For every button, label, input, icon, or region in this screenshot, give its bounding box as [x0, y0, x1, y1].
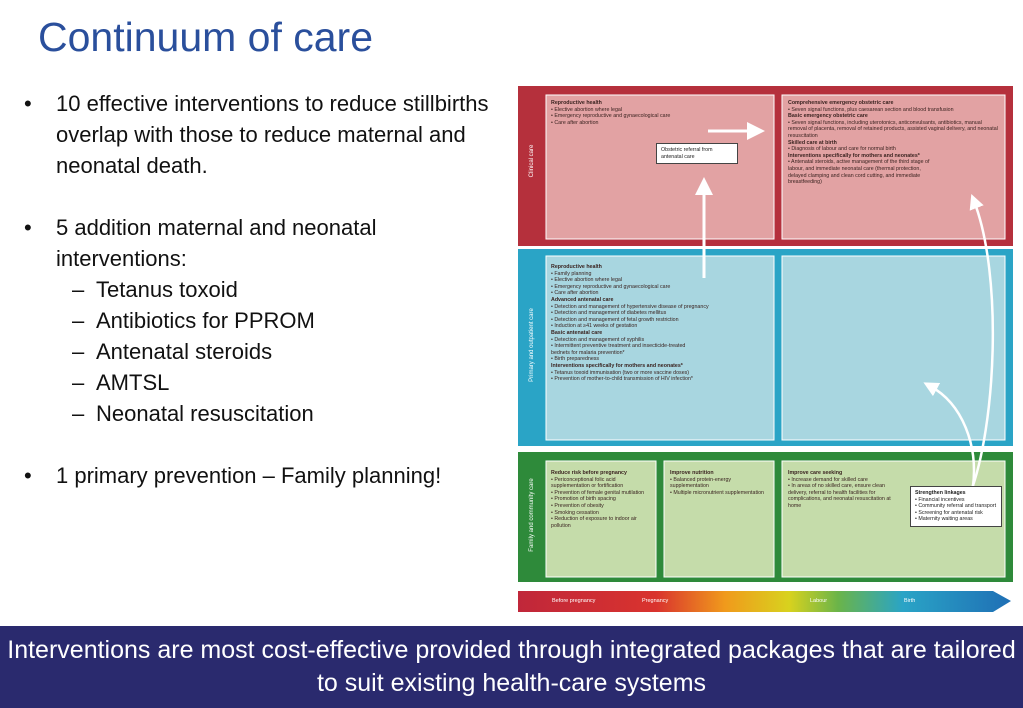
panel-heading: Reduce risk before pregnancy — [551, 470, 627, 476]
timeline-label-before-pregnancy: Before pregnancy — [552, 598, 596, 604]
sub-bullet-text: Antibiotics for PPROM — [96, 308, 315, 333]
panel-item: • Balanced protein-energy supplementation — [670, 476, 732, 490]
panel-item: • In areas of no skilled care, ensure clean delivery, referral to health facilities for complications, and neonatal resuscitation at home — [788, 483, 891, 509]
panel-item: • Care after abortion — [551, 290, 599, 297]
panel-item: • Care after abortion — [551, 119, 599, 126]
panel-item: • Tetanus toxoid immunisation (two or more vaccine doses) — [551, 369, 690, 376]
panel-item: • Antenatal steroids, active management of the third stage of labour, and immediate neonatal care (thermal protection, delayed clamping and clean cord cutting, and immediate breastfeeding) — [788, 159, 930, 186]
side-label-community: Family and community care — [529, 478, 535, 552]
sub-bullet: – Antenatal steroids — [72, 339, 273, 364]
panel-item: • Detection and management of fetal growth restriction — [551, 316, 679, 323]
callout-item: • Maternity waiting areas — [915, 516, 973, 523]
panel-item: • Detection and management of syphilis — [551, 336, 645, 343]
panel-item: • Seven signal functions, including uterotonics, anticonvulsants, antibiotics, manual removal of placenta, removal of retained products, assisted vaginal delivery, and neonatal resuscitation — [788, 119, 998, 139]
panel-heading: Reproductive health — [551, 100, 602, 106]
primary-panel-right — [782, 256, 1005, 440]
panel-item: • Reduction of exposure to indoor air pollution — [551, 516, 637, 529]
panel-item: • Emergency reproductive and gynaecological care — [551, 113, 671, 120]
panel-item: • Family planning — [551, 270, 592, 277]
slide-title: Continuum of care — [38, 14, 374, 60]
bullet-item — [24, 88, 504, 181]
sub-bullet: – Tetanus toxoid — [72, 277, 238, 302]
panel-item: • Diagnosis of labour and care for normal birth — [788, 146, 896, 153]
community-2-text — [670, 470, 770, 530]
obstetric-referral-callout: Obstetric referral from antenatal care — [656, 143, 738, 164]
panel-item: • Prevention of female genital mutilation — [551, 489, 645, 496]
bullet-text-3: 1 primary prevention – Family planning! — [56, 463, 442, 488]
strengthen-linkages-callout — [910, 486, 1002, 527]
sub-bullet: – Neonatal resuscitation — [72, 401, 314, 426]
callout-item: • Community referral and transport — [915, 503, 997, 510]
callout-heading: Strengthen linkages — [915, 490, 966, 496]
timeline-label-labour: Labour — [810, 598, 828, 604]
panel-item: • Detection and management of hypertensive disease of pregnancy — [551, 303, 709, 310]
sub-bullet: – AMTSL — [72, 370, 170, 395]
bullet-dot: • — [24, 91, 32, 116]
panel-heading: Interventions specifically for mothers and neonates* — [551, 362, 683, 369]
callout-item: • Screening for antenatal risk — [915, 509, 983, 516]
bottom-banner: Interventions are most cost-effective provided through integrated packages that are tailored to suit existing health-care systems — [0, 626, 1023, 708]
panel-item: • Smoking cessation — [551, 509, 599, 516]
panel-item: • Intermittent preventive treatment and insecticide-treated bednets for malaria prevention* — [551, 343, 686, 356]
community-1-text — [551, 470, 653, 574]
clinical-right-text — [788, 100, 1000, 236]
panel-item: • Multiple micronutrient supplementation — [670, 489, 765, 496]
panel-item: • Prevention of mother-to-child transmission of HIV infection* — [551, 376, 693, 383]
sub-bullet-text: Tetanus toxoid — [96, 277, 238, 302]
panel-heading: Improve care seeking — [788, 470, 843, 476]
panel-item: • Induction at ≥41 weeks of gestation — [551, 323, 638, 330]
panel-item: • Seven signal functions, plus caesarean section and blood transfusion — [788, 106, 954, 113]
bullet-item — [24, 212, 504, 274]
bullet-list — [24, 88, 504, 491]
sub-bullet-text: AMTSL — [96, 370, 170, 395]
panel-item: • Prevention of obesity — [551, 502, 604, 509]
panel-item: • Birth preparedness — [551, 356, 600, 363]
bullet-dot: • — [24, 463, 32, 488]
panel-heading: Comprehensive emergency obstetric care — [788, 100, 894, 106]
panel-heading: Reproductive health — [551, 264, 602, 270]
panel-item: • Elective abortion where legal — [551, 277, 623, 284]
sub-bullet-text: Antenatal steroids — [96, 339, 273, 364]
continuum-of-care-diagram — [518, 86, 1013, 614]
sub-bullet: – Antibiotics for PPROM — [72, 308, 315, 333]
panel-item: • Elective abortion where legal — [551, 106, 623, 113]
sub-bullet-text: Neonatal resuscitation — [96, 401, 314, 426]
panel-heading: Improve nutrition — [670, 470, 714, 476]
bullet-text-1: 10 effective interventions to reduce stillbirths overlap with those to reduce maternal and neonatal death. — [56, 91, 489, 178]
panel-heading: Advanced antenatal care — [551, 296, 614, 303]
community-3-text — [788, 470, 893, 540]
side-label-primary: Primary and outpatient care — [529, 308, 535, 382]
primary-left-text — [551, 264, 751, 438]
bullet-item — [24, 460, 504, 491]
panel-heading: Basic emergency obstetric care — [788, 113, 868, 120]
panel-item: • Increase demand for skilled care — [788, 476, 868, 483]
bullet-text-2: 5 addition maternal and neonatal interventions: — [56, 215, 377, 271]
panel-heading: Skilled care at birth — [788, 139, 837, 146]
panel-item: • Periconceptional folic acid supplementation or fortification — [551, 476, 624, 490]
bullet-dot: • — [24, 215, 32, 240]
panel-item: • Emergency reproductive and gynaecological care — [551, 283, 671, 290]
panel-item: • Detection and management of diabetes mellitus — [551, 310, 667, 317]
timeline-label-birth: Birth — [904, 598, 916, 604]
timeline-label-pregnancy: Pregnancy — [642, 598, 669, 604]
panel-heading: Basic antenatal care — [551, 329, 603, 336]
side-label-clinical: Clinical care — [529, 144, 535, 178]
panel-item: • Promotion of birth spacing — [551, 496, 616, 503]
panel-heading: Interventions specifically for mothers and neonates* — [788, 152, 920, 159]
callout-item: • Financial incentives — [915, 496, 965, 503]
